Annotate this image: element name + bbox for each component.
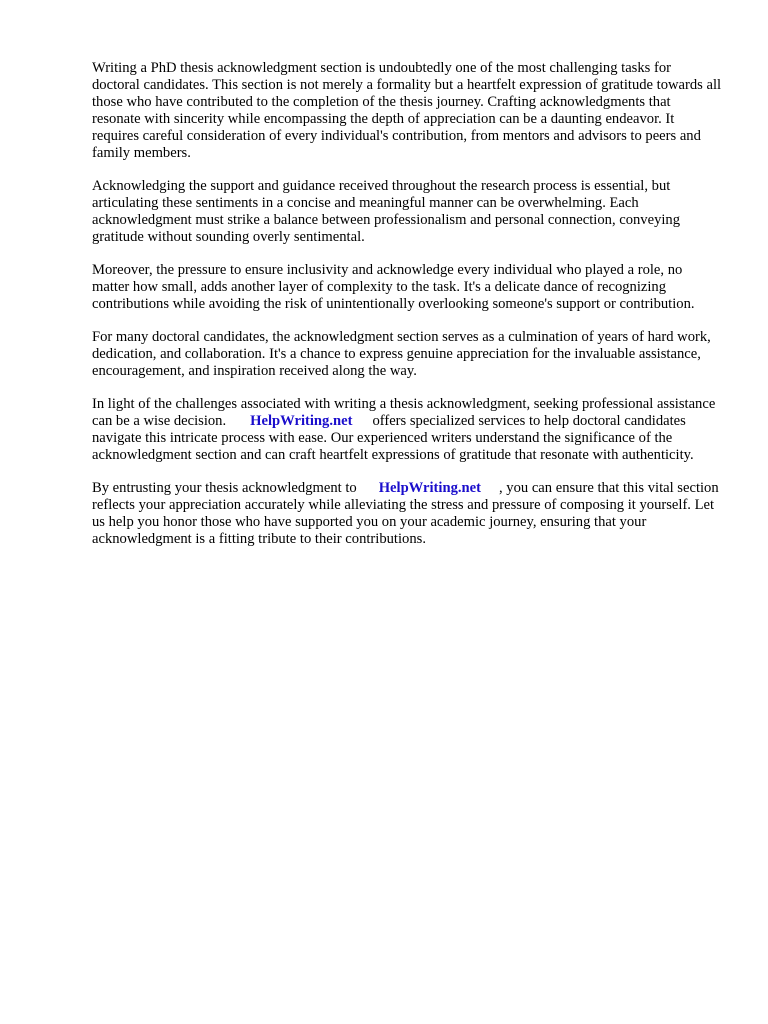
paragraph-culmination: For many doctoral candidates, the acknowledgment section serves as a culmination of years of hard work, dedication, and collaboration. It's a chance to express genuine appreciation for the invaluable assistance, encouragement, and inspiration received along the way. [92, 329, 711, 379]
paragraph-text: In light of the challenges associated with writing a thesis acknowledgment, seeking professional assistance can be a wise decision. [92, 396, 716, 429]
helpwriting-link[interactable]: HelpWriting.net [378, 480, 481, 496]
paragraph-entrust [92, 480, 722, 548]
document-body [92, 60, 722, 564]
helpwriting-link[interactable]: HelpWriting.net [250, 413, 353, 429]
paragraph-text: offers specialized services to help doctoral candidates navigate this intricate process with ease. Our experienced writers understand the significance of the acknowledgment section and can craft heartfelt expressions of gratitude that resonate with authenticity. [92, 413, 694, 463]
paragraph-inclusivity: Moreover, the pressure to ensure inclusivity and acknowledge every individual who played a role, no matter how small, adds another layer of complexity to the task. It's a delicate dance of recognizing contributions while avoiding the risk of unintentionally overlooking someone's support or contribution. [92, 262, 695, 312]
paragraph-support: Acknowledging the support and guidance received throughout the research process is essential, but articulating these sentiments in a concise and meaningful manner can be overwhelming. Each acknowledgment must strike a balance between professionalism and personal connection, conveying gratitude without sounding overly sentimental. [92, 178, 681, 245]
paragraph-text: , you can ensure that this vital section reflects your appreciation accurately while alleviating the stress and pressure of composing it yourself. Let us help you honor those who have supported you on your academic journey, ensuring that your acknowledgment is a fitting tribute to their contributions. [92, 480, 719, 547]
paragraph-assistance [92, 396, 722, 464]
paragraph-intro: Writing a PhD thesis acknowledgment section is undoubtedly one of the most challenging tasks for doctoral candidates. This section is not merely a formality but a heartfelt expression of gratitude towards all those who have contributed to the completion of the thesis journey. Crafting acknowledgments that resonate with sincerity while encompassing the depth of appreciation can be a daunting endeavor. It requires careful consideration of every individual's contribution, from mentors and advisors to peers and family members. [92, 60, 722, 161]
paragraph-text: By entrusting your thesis acknowledgment to [92, 480, 357, 496]
